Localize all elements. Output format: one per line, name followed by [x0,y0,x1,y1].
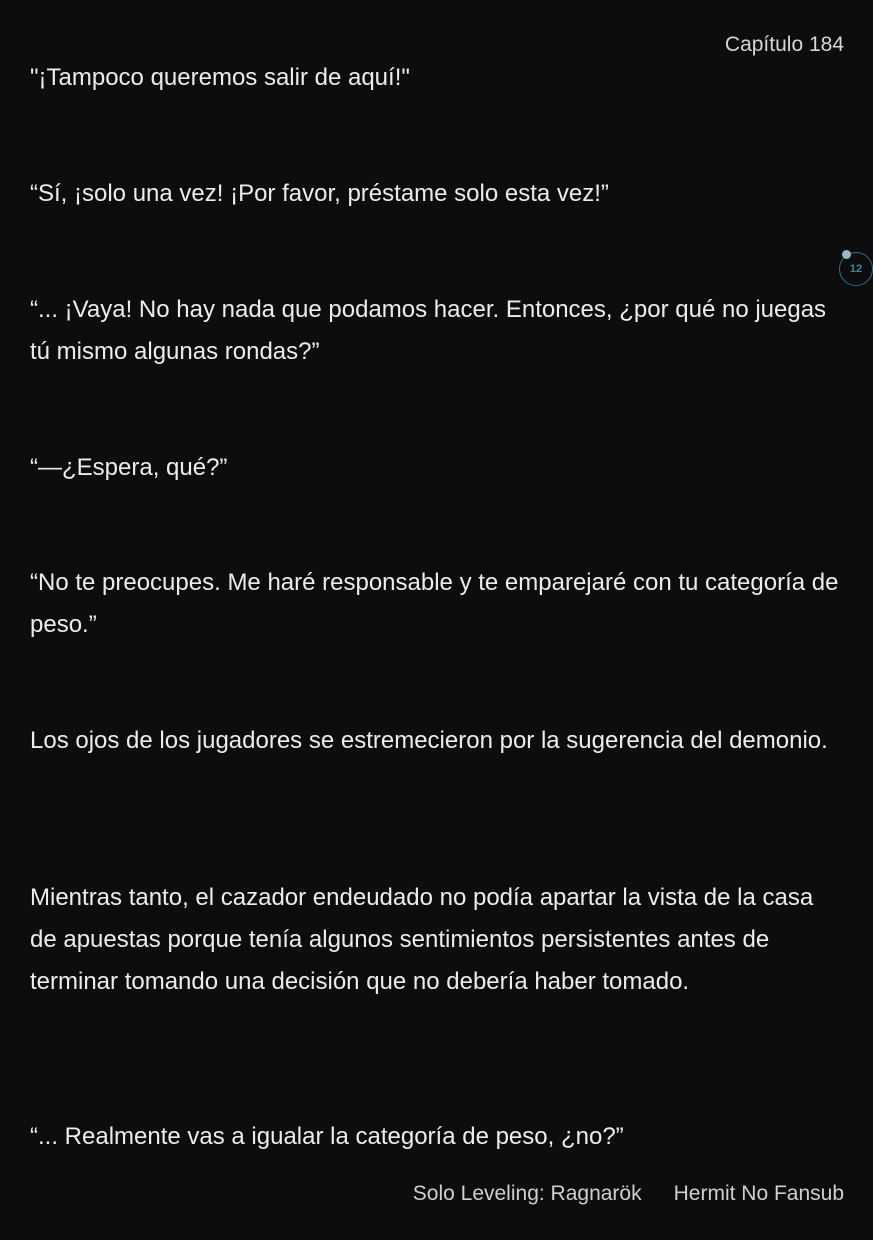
paragraph-8: “... Realmente vas a igualar la categoría de peso, ¿no?” [30,1123,624,1150]
chapter-title: Capítulo 184 [724,33,844,56]
paragraph-4: “—¿Espera, qué?” [30,454,228,481]
comment-count: 12 [849,263,863,275]
paragraph-3: “... ¡Vaya! No hay nada que podamos hacer. Entonces, ¿por qué no juegas tú mismo algunas rondas?” [30,296,827,365]
paragraph-5: “No te preocupes. Me haré responsable y te emparejaré con tu categoría de peso.” [30,569,839,638]
comment-count-indicator[interactable] [839,252,873,288]
translator-group: Hermit No Fansub [673,1182,844,1205]
paragraph-7: Mientras tanto, el cazador endeudado no podía apartar la vista de la casa de apuestas porque tenía algunos sentimientos persistentes antes de terminar tomando una decisión que no debería haber tomado. [30,884,814,995]
footer [413,1182,844,1206]
paragraph-1: "¡Tampoco queremos salir de aquí!" [30,64,410,91]
paragraph-2: “Sí, ¡solo una vez! ¡Por favor, préstame solo esta vez!” [30,180,609,207]
paragraph-6: Los ojos de los jugadores se estremecieron por la sugerencia del demonio. [30,727,828,754]
novel-title: Solo Leveling: Ragnarök [412,1182,642,1205]
